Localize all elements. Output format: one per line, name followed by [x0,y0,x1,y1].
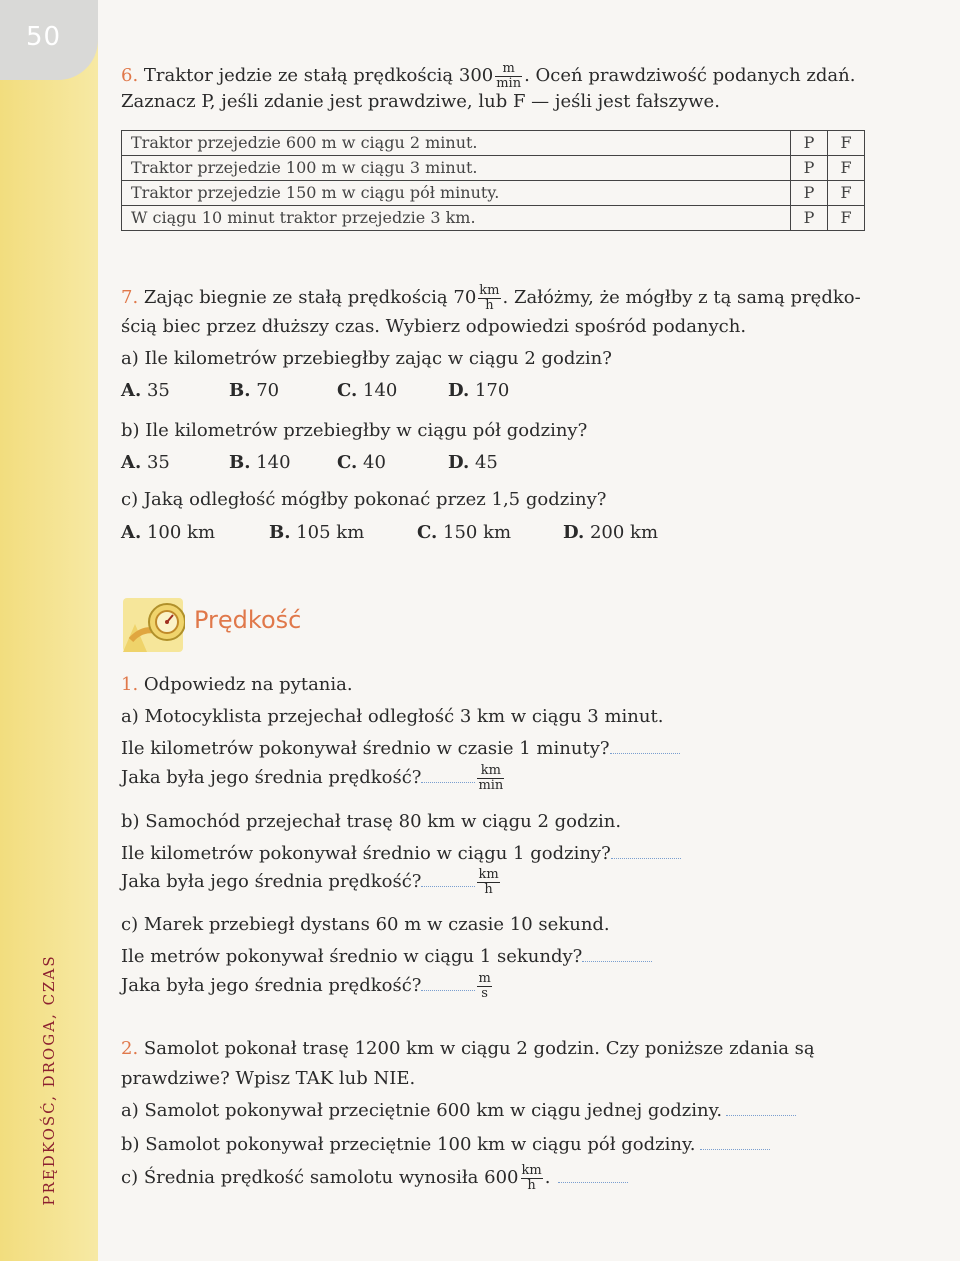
option-b[interactable]: B. 105 km [269,522,365,543]
chapter-side-title: PRĘDKOŚĆ, DROGA, CZAS [40,954,58,1206]
answer-blank[interactable] [421,768,475,783]
task6-unit [495,62,522,90]
task2-c [121,1164,628,1192]
unit-numerator: m [478,971,491,986]
task1-c-line2 [121,946,652,968]
task7-options-c [121,522,658,544]
task7-unit [478,284,500,312]
unit-numerator: km [521,1163,542,1178]
question-text: Jaka była jego średnia prędkość? [121,767,422,789]
option-a[interactable]: A. 100 km [121,522,216,543]
table-row [122,156,865,181]
table-row [122,181,865,206]
task2-text: Samolot pokonał trasę 1200 km w ciągu 2 godzin. Czy poniższe zdania są [143,1038,815,1059]
option-d[interactable]: D. 170 [448,380,510,401]
speedometer-icon [121,594,185,656]
unit-numerator: km [478,867,499,882]
option-b[interactable]: B. 70 [229,380,280,401]
page-number: 50 [26,22,62,52]
option-f[interactable]: F [828,206,865,231]
task1-a-line2 [121,738,680,760]
question-text: Ile kilometrów pokonywał średnio w ciągu 1 godziny? [121,843,611,864]
unit-denominator: h [527,1177,536,1193]
answer-unit [477,764,504,792]
task6-text-a: Traktor jedzie ze stałą prędkością 300 [143,65,494,87]
unit-denominator: h [485,297,494,313]
task7-text-b: . Załóżmy, że mógłby z tą samą prędko- [502,287,861,309]
true-false-table [121,130,865,231]
option-f[interactable]: F [828,181,865,206]
task6-number: 6. [121,65,139,87]
unit-numerator: km [479,283,500,298]
unit-denominator: h [484,881,493,897]
answer-blank[interactable] [558,1168,628,1183]
task1-a-line3 [121,764,506,792]
task7-number: 7. [121,287,139,309]
option-f[interactable]: F [828,131,865,156]
unit-denominator: s [481,985,488,1001]
task2-intro [121,1038,815,1060]
table-row [122,206,865,231]
task1-b-line1: b) Samochód przejechał trasę 80 km w ciągu 2 godzin. [121,811,622,832]
unit-denominator: min [496,75,522,91]
task7-line2: ścią biec przez dłuższy czas. Wybierz odpowiedzi spośród podanych. [121,316,747,337]
statement-period: . [544,1167,551,1189]
task2-number: 2. [121,1038,139,1059]
question-text: Ile kilometrów pokonywał średnio w czasie 1 minuty? [121,738,610,759]
option-p[interactable]: P [791,206,828,231]
statement-text: a) Samolot pokonywał przeciętnie 600 km w ciągu jednej godziny. [121,1100,723,1121]
task1-text: Odpowiedz na pytania. [143,674,353,695]
unit-denominator: min [478,777,504,793]
unit-numerator: m [495,62,522,77]
statement-cell: W ciągu 10 minut traktor przejedzie 3 km. [122,206,791,231]
table-row [122,131,865,156]
option-p[interactable]: P [791,181,828,206]
answer-blank[interactable] [421,872,475,887]
option-b[interactable]: B. 140 [229,452,291,473]
question-text: Ile metrów pokonywał średnio w ciągu 1 sekundy? [121,946,583,967]
option-a[interactable]: A. 35 [121,452,170,473]
statement-cell: Traktor przejedzie 600 m w ciągu 2 minut. [122,131,791,156]
task1-intro [121,674,353,696]
answer-unit [477,972,491,1000]
task1-number: 1. [121,674,139,695]
statement-cell: Traktor przejedzie 150 m w ciągu pół minuty. [122,181,791,206]
option-a[interactable]: A. 35 [121,380,170,401]
option-p[interactable]: P [791,131,828,156]
section-title: Prędkość [194,606,302,634]
task6-instruction: Zaznacz P, jeśli zdanie jest prawdziwe, lub F — jeśli jest fałszywe. [121,91,720,112]
option-c[interactable]: C. 140 [337,380,398,401]
task7-intro [121,284,861,312]
statement-text: c) Średnia prędkość samolotu wynosiła 600 [121,1167,519,1189]
option-c[interactable]: C. 150 km [417,522,512,543]
task7-question-b: b) Ile kilometrów przebiegłby w ciągu pół godziny? [121,420,588,441]
page-tab [0,0,98,80]
task1-a-line1: a) Motocyklista przejechał odległość 3 km w ciągu 3 minut. [121,706,664,727]
task1-c-line1: c) Marek przebiegł dystans 60 m w czasie 10 sekund. [121,914,610,935]
statement-cell: Traktor przejedzie 100 m w ciągu 3 minut. [122,156,791,181]
task7-options-b [121,452,498,474]
option-d[interactable]: D. 45 [448,452,498,473]
question-text: Jaka była jego średnia prędkość? [121,871,422,893]
unit-numerator: km [477,764,504,779]
statement-text: b) Samolot pokonywał przeciętnie 100 km w ciągu pół godziny. [121,1134,696,1155]
answer-blank[interactable] [611,844,681,859]
task1-c-line3 [121,972,494,1000]
task2-b [121,1134,770,1156]
task6-intro [121,62,855,90]
task1-b-line3 [121,868,502,896]
option-f[interactable]: F [828,156,865,181]
task7-text-a: Zając biegnie ze stałą prędkością 70 [143,287,477,309]
answer-blank[interactable] [726,1101,796,1116]
answer-blank[interactable] [582,947,652,962]
option-d[interactable]: D. 200 km [563,522,659,543]
task1-b-line2 [121,843,681,865]
task2-a [121,1100,796,1122]
answer-unit [477,868,499,896]
task7-options-a [121,380,509,402]
option-p[interactable]: P [791,156,828,181]
task6-text-b: . Oceń prawdziwość podanych zdań. [524,65,856,87]
answer-blank[interactable] [421,976,475,991]
answer-blank[interactable] [610,739,680,754]
task7-question-a: a) Ile kilometrów przebiegłby zając w ciągu 2 godzin? [121,348,612,369]
task2-line2: prawdziwe? Wpisz TAK lub NIE. [121,1068,416,1089]
question-text: Jaka była jego średnia prędkość? [121,975,422,997]
option-c[interactable]: C. 40 [337,452,386,473]
statement-unit [521,1164,543,1192]
task7-question-c: c) Jaką odległość mógłby pokonać przez 1,5 godziny? [121,489,607,510]
answer-blank[interactable] [700,1135,770,1150]
